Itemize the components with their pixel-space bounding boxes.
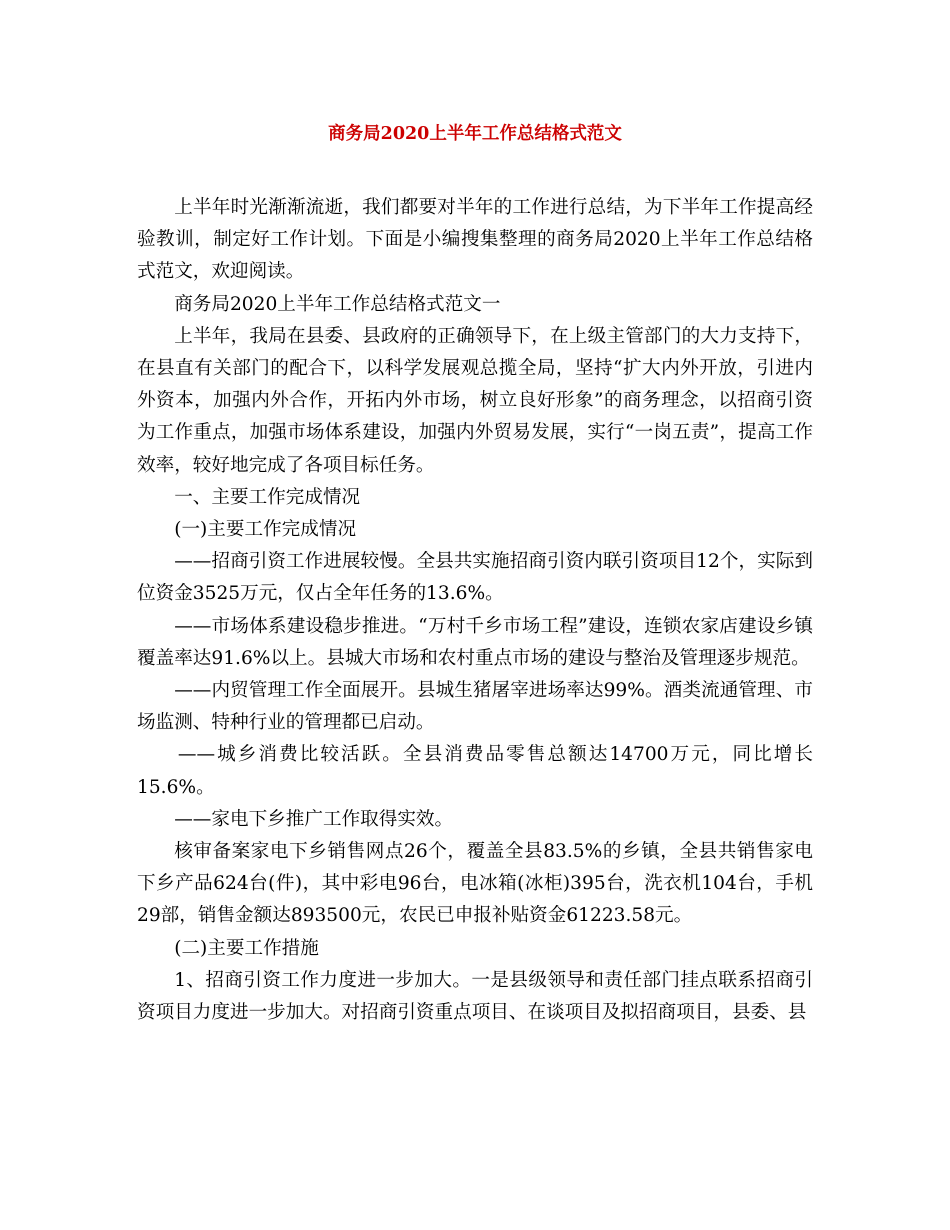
section-heading: 商务局2020上半年工作总结格式范文一 — [174, 293, 501, 315]
body-paragraph: ——家电下乡推广工作取得实效。 — [174, 808, 454, 830]
document-title: 商务局2020上半年工作总结格式范文 — [328, 124, 622, 144]
body-paragraph: ——招商引资工作进展较慢。全县共实施招商引资内联引资项目12个，实际到位资金3525万元，仅占全年任务的13.6%。 — [137, 551, 813, 605]
body-paragraph: ——内贸管理工作全面展开。县城生猪屠宰进场率达99%。酒类流通管理、市场监测、特种行业的管理都已启动。 — [137, 680, 813, 734]
subsection-heading: (二)主要工作措施 — [174, 937, 319, 959]
body-paragraph: ——市场体系建设稳步推进。“万村千乡市场工程”建设，连锁农家店建设乡镇覆盖率达91.6%以上。县城大市场和农村重点市场的建设与整治及管理逐步规范。 — [137, 615, 813, 669]
body-paragraph: 核审备案家电下乡销售网点26个，覆盖全县83.5%的乡镇，全县共销售家电下乡产品624台(件)，其中彩电96台，电冰箱(冰柜)395台，洗衣机104台，手机29部，销售金额达893500元，农民已申报补贴资金61223.58元。 — [137, 841, 813, 927]
document-body — [137, 192, 813, 1029]
intro-paragraph: 上半年时光渐渐流逝，我们都要对半年的工作进行总结，为下半年工作提高经验教训，制定好工作计划。下面是小编搜集整理的商务局2020上半年工作总结格式范文，欢迎阅读。 — [137, 197, 813, 283]
section-heading: 一、主要工作完成情况 — [174, 486, 361, 508]
body-paragraph: 1、招商引资工作力度进一步加大。一是县级领导和责任部门挂点联系招商引资项目力度进一步加大。对招商引资重点项目、在谈项目及拟招商项目，县委、县 — [137, 969, 813, 1024]
body-paragraph: 上半年，我局在县委、县政府的正确领导下，在上级主管部门的大力支持下，在县直有关部门的配合下，以科学发展观总揽全局，坚持“扩大内外开放，引进内外资本，加强内外合作，开拓内外市场，树立良好形象”的商务理念，以招商引资为工作重点，加强市场体系建设，加强内外贸易发展，实行“一岗五责”，提高工作效率，较好地完成了各项目标任务。 — [137, 325, 813, 476]
subsection-heading: (一)主要工作完成情况 — [174, 519, 357, 541]
body-paragraph: ——城乡消费比较活跃。全县消费品零售总额达14700万元，同比增长15.6%。 — [137, 744, 813, 798]
